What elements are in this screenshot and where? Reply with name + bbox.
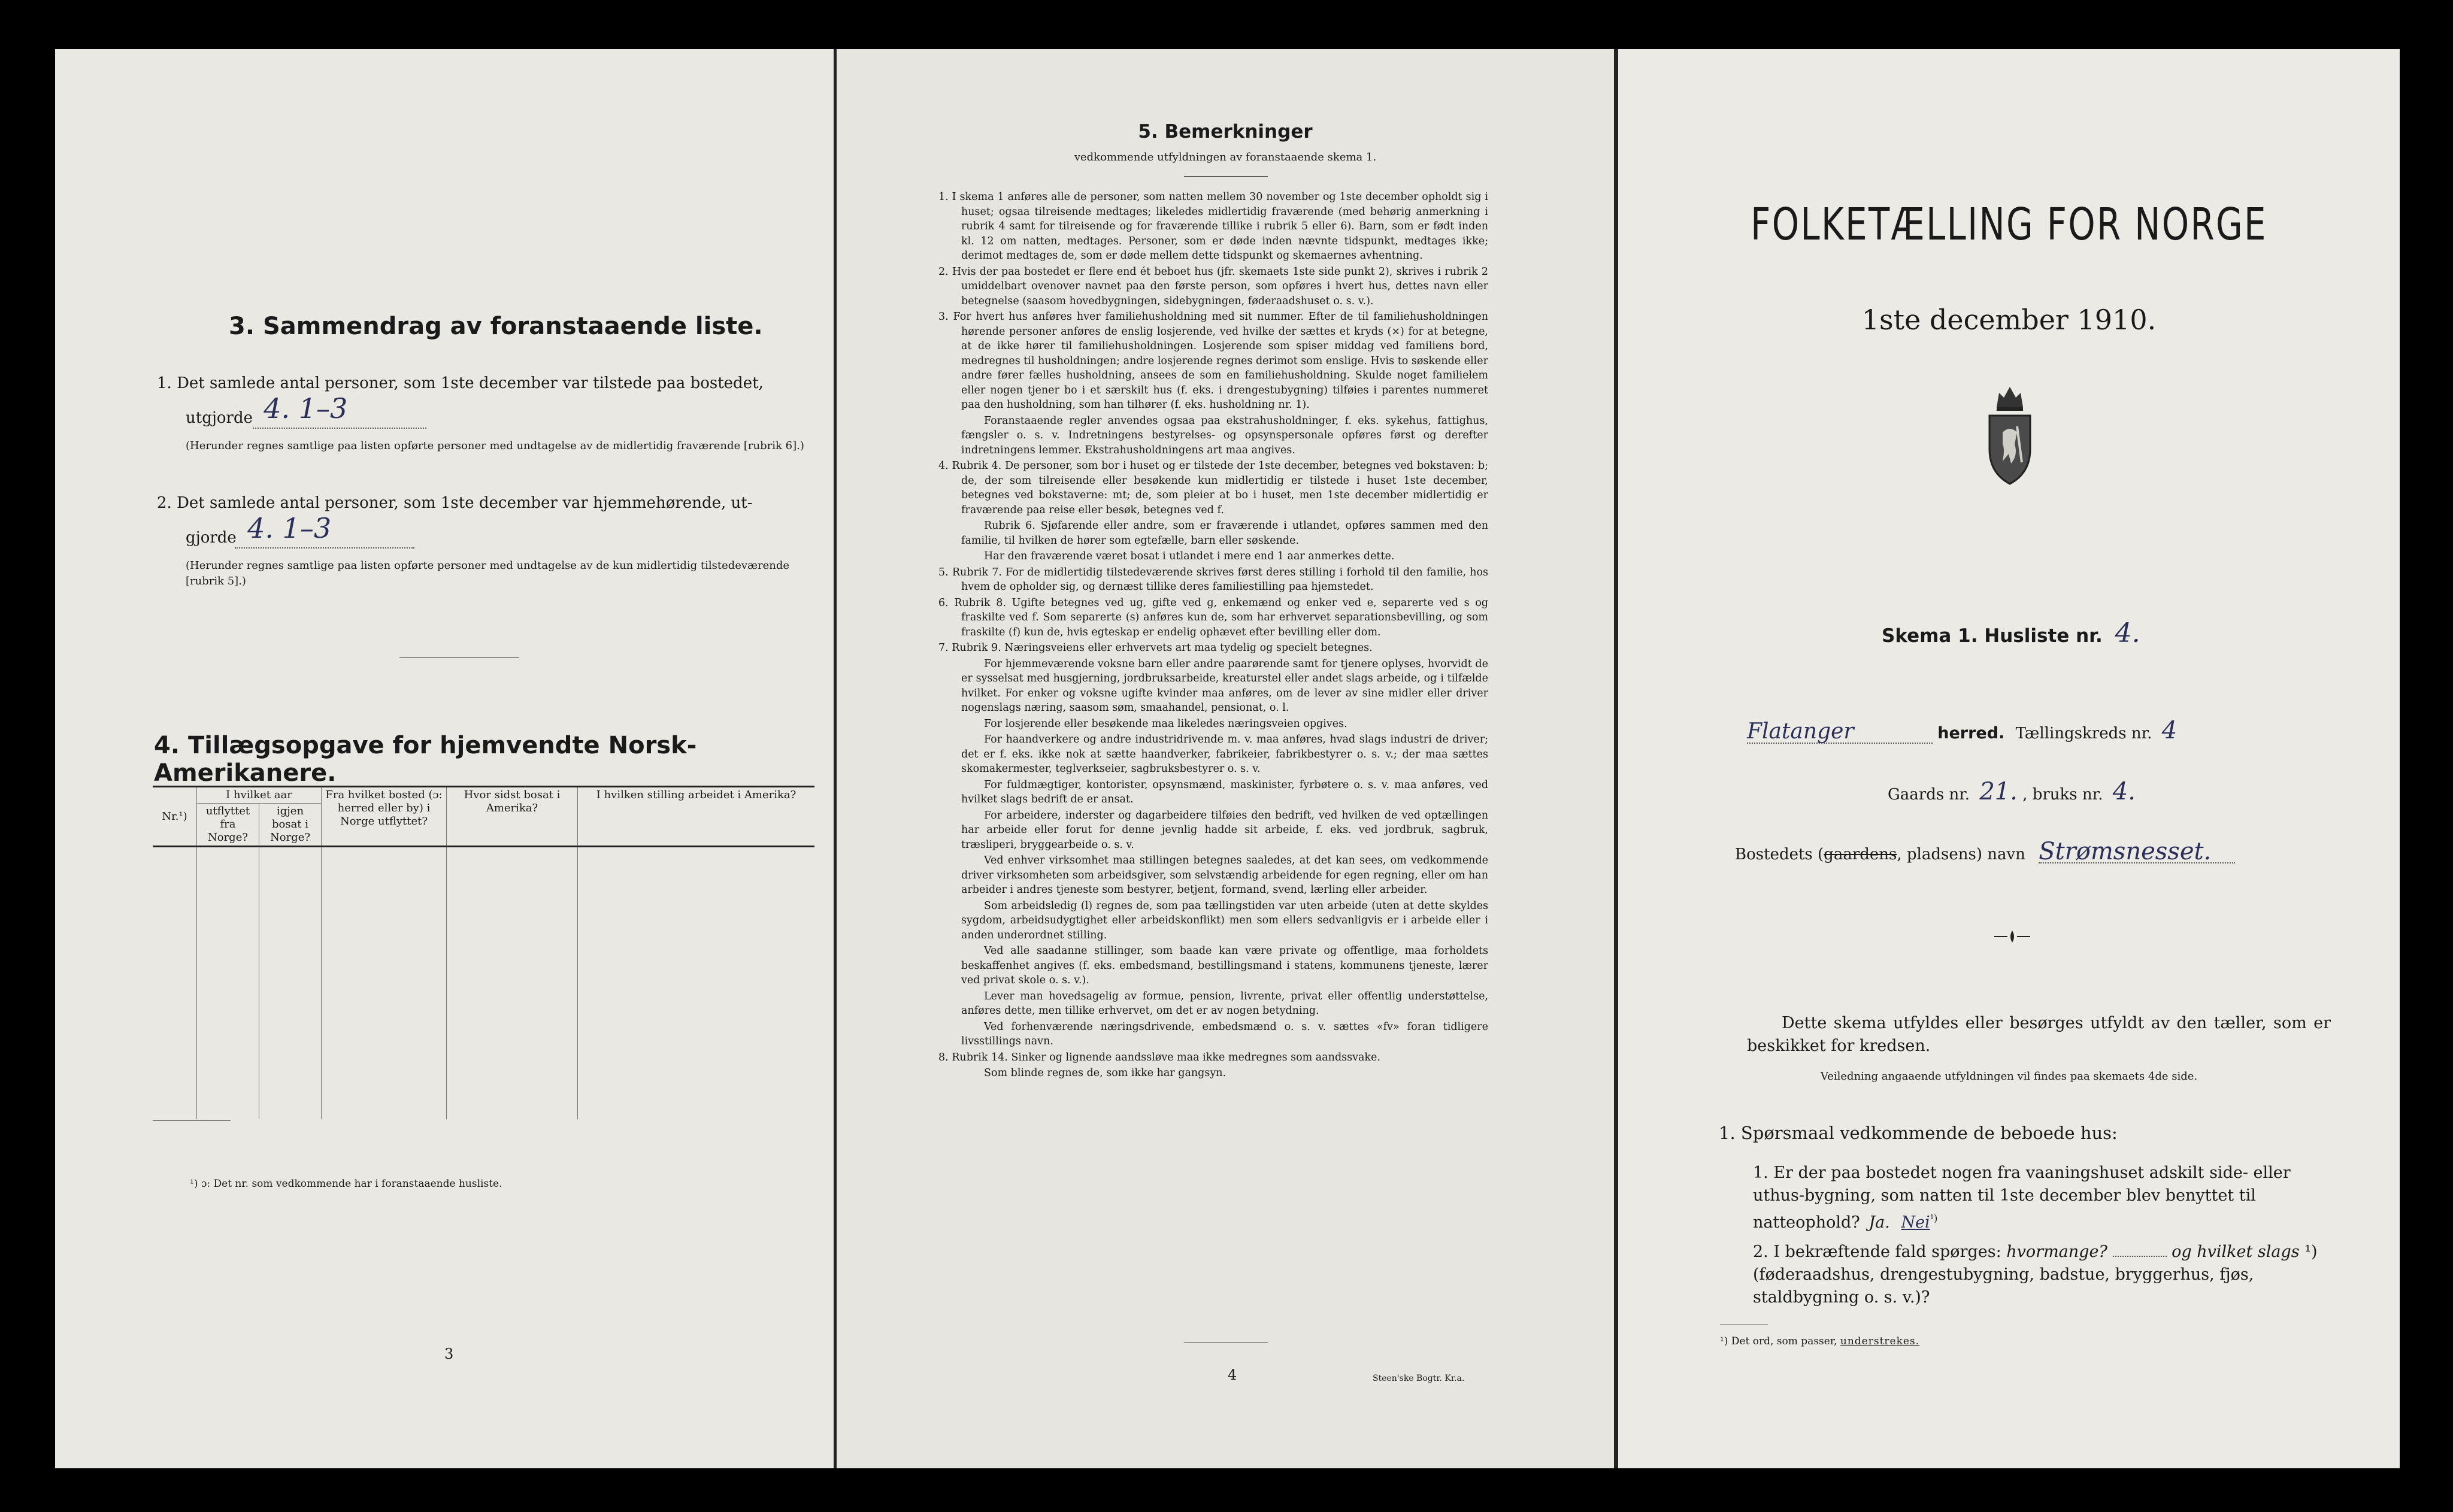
bruks-label: , bruks nr.: [2022, 786, 2103, 804]
question-2: [1753, 1241, 2333, 1309]
bosted-label-a: Bostedets (: [1735, 846, 1824, 863]
section-4-title: 4. Tillægsopgave for hjemvendte Norsk-Amerikanere.: [154, 732, 697, 787]
summary-item-2-text: 2. Det samlede antal personer, som 1ste december var hjemmehørende, ut-: [157, 494, 753, 512]
schema-line: [1882, 618, 2140, 649]
question-1: [1753, 1162, 2333, 1234]
remark-7h: Som arbeidsledig (l) regnes de, som paa tællingstiden var uten arbeide (uten at dette skyldes sygdom, arbeidsudygtighet eller arbeidskonflikt) men som ellers sedvanligvis er i arbeide eller i anden underordnet stilling.: [961, 899, 1488, 941]
page-4: [837, 49, 1614, 1468]
remark-7: 7. Rubrik 9. Næringsveiens eller erhvervets art maa tydelig og specielt betegnes.: [938, 642, 1373, 654]
dotted-line: [235, 547, 414, 549]
col-nr: Nr.¹): [153, 787, 197, 846]
bosted-line: [1735, 838, 2394, 865]
remark-7d: For haandverkere og andre industridrivende m. v. maa anføres, hvad slags industri de driver; det er f. eks. ikke nok at sætte haandverker, fabrikeier, fabrikbestyrer o. s. v.; der maa sættes skomakermester, teglverkseier, sagbruksbestyrer o. s. v.: [961, 734, 1488, 775]
census-title: FOLKETÆLLING FOR NORGE: [1751, 199, 2267, 250]
printer-mark: Steen'ske Bogtr. Kr.a.: [1373, 1374, 1465, 1383]
remark-4: 4. Rubrik 4. De personer, som bor i huset og er tilstede der 1ste december, betegnes ved bokstaven: b; de, der som tilreisende eller besøkende kun midlertidig er tilstede i huset 1ste december, betegnes ved bokstaverne: mt; de, som pleier at bo i huset, men 1ste december midlertidig er fraværende paa reise eller besøk, betegnes ved f.: [938, 460, 1488, 516]
page-3: [55, 49, 834, 1468]
remark-7e: For fuldmægtiger, kontorister, opsynsmænd, maskinister, fyrbøtere o. s. v. maa anføres, ved hvilket slags bedrift de er ansat.: [961, 778, 1488, 805]
question-2-a: 2. I bekræftende fald spørges:: [1753, 1243, 2001, 1261]
summary-item-1-note: (Herunder regnes samtlige paa listen opførte personer med undtagelse av de midlertidig fraværende [rubrik 6].): [186, 440, 804, 452]
remarks-title: 5. Bemerkninger: [1138, 121, 1313, 143]
intro-note: Veiledning angaaende utfyldningen vil findes paa skemaets 4de side.: [1820, 1070, 2198, 1083]
ornament-icon: [1994, 929, 2030, 944]
col-occupation: I hvilken stilling arbeidet i Amerika?: [596, 789, 797, 801]
question-2-d: ¹) (føderaadshus, drengestubygning, badstue, bryggerhus, fjøs, staldbygning o. s. v.)?: [1753, 1243, 2318, 1307]
summary-item-1-line: [186, 392, 545, 429]
table-row: [153, 1005, 814, 1045]
kreds-label: Tællingskreds nr.: [2015, 725, 2152, 743]
summary-item-2-line: [186, 512, 545, 549]
question-1-footnote-mark: ¹): [1930, 1213, 1938, 1224]
dotted-line: [2113, 1256, 2167, 1257]
summary-item-1-text: 1. Det samlede antal personer, som 1ste december var tilstede paa bostedet,: [157, 374, 764, 392]
bosted-struck: gaardens: [1824, 846, 1897, 863]
remark-4b: Rubrik 6. Sjøfarende eller andre, som er fraværende i utlandet, opføres sammen med den familie, til hvilken de hører som egtefælle, barn eller søskende.: [961, 520, 1488, 547]
question-1-text: 1. Er der paa bostedet nogen fra vaaningshuset adskilt side- eller uthus-bygning, som natten til 1ste december blev benyttet til natteophold?: [1753, 1163, 2291, 1232]
herred-line: [1747, 717, 2346, 744]
kreds-handwritten: 4: [2161, 717, 2178, 744]
remark-2: 2. Hvis der paa bostedet er flere end ét beboet hus (jfr. skemaets 1ste side punkt 2), skrives i rubrik 2 umiddelbart ovenover navnet paa den første person, som opføres i hvert hus, dettes navn eller betegnelse (saasom hovedbygningen, sidebygningen, føderaadshuset o. s. v.).: [938, 265, 1488, 307]
question-2-c: og hvilket slags: [2172, 1243, 2300, 1261]
question-1-answer-handwritten: Nei: [1901, 1213, 1930, 1232]
herred-handwritten: Flatanger: [1747, 721, 1933, 744]
remark-7f: For arbeidere, inderster og dagarbeidere tilføies den bedrift, ved hvilken de ved optællingen har arbeide eller forut for denne jevnlig hadde sit arbeide, f. eks. ved jordbruk, sagbruk, træsliperi, bryggearbeide o. s. v.: [961, 809, 1488, 851]
table-row: [153, 1045, 814, 1084]
intro-text: Dette skema utfyldes eller besørges utfyldt av den tæller, som er beskikket for kredsen.: [1747, 1014, 2331, 1055]
remark-7c: For losjerende eller besøkende maa likeledes næringsveien opgives.: [984, 717, 1347, 730]
norsk-amerikanere-table: [153, 786, 814, 1121]
present-count-handwritten: 4. 1–3: [264, 392, 348, 425]
remark-3: 3. For hvert hus anføres hver familiehusholdning med sit nummer. Efter de til familiehusholdningen hørende personer anføres de enslig losjerende, ved hvilke der sættes et kryds (×) for at betegne, at de ikke hører til familiehusholdningen. Losjerende som spiser middag ved familiens bord, medregnes til husholdningen; andre losjerende regnes derimot som enslige. Hvis to søskende eller andre fører fælles husholdning, ansees de som en familiehusholdning. Skulde noget familielem eller nogen tjener bo i et særskilt hus (f. eks. i drengestubygning) tilføies i parentes nummeret paa den husholdning, som han tilhører (f. eks. husholdning nr. 1).: [938, 311, 1488, 411]
schema-label: Skema 1. Husliste nr.: [1882, 625, 2103, 647]
husliste-nr-handwritten: 4.: [2115, 618, 2140, 649]
table-row: [153, 926, 814, 966]
remark-8b: Som blinde regnes de, som ikke har gangsyn.: [984, 1067, 1226, 1079]
page-number-4: 4: [1228, 1366, 1237, 1383]
remarks-subtitle: vedkommende utfyldningen av foranstaaende skema 1.: [1074, 151, 1377, 163]
remark-8: 8. Rubrik 14. Sinker og lignende aandssløve maa ikke medregnes som aandssvake.: [938, 1051, 1380, 1063]
col-last-residence: Hvor sidst bosat i Amerika?: [447, 787, 578, 846]
herred-label: herred.: [1937, 724, 2005, 743]
gjorde-label: gjorde: [186, 529, 237, 547]
utgjorde-label: utgjorde: [186, 409, 253, 427]
divider: [1184, 176, 1268, 177]
footnote-a: ¹) Det ord, som passer,: [1720, 1335, 1837, 1347]
table-row: [153, 887, 814, 926]
remark-4c: Har den fraværende været bosat i utlandet i mere end 1 aar anmerkes dette.: [984, 550, 1395, 562]
col-group-year: I hvilket aar: [197, 787, 322, 804]
coat-of-arms-icon: [1985, 384, 2035, 486]
footnote-b: understrekes.: [1840, 1335, 1920, 1347]
col-from-where: Fra hvilket bosted (ɔ: herred eller by) i Norge utflyttet?: [322, 787, 447, 846]
remark-5: 5. Rubrik 7. For de midlertidig tilstedeværende skrives først deres stilling i forhold til den familie, hos hvem de opholder sig, og dernæst tillike deres familiestilling paa hjemstedet.: [938, 566, 1488, 593]
remark-1: 1. I skema 1 anføres alle de personer, som natten mellem 30 november og 1ste december opholdt sig i huset; ogsaa tilreisende medtages; likeledes midlertidig fraværende (med behørig anmerkning i rubrik 4 samt for tilreisende og for fraværende tillike i rubrik 5 eller 6). Barn, som er født inden kl. 12 om natten, medtages. Personer, som er døde inden nævnte tidspunkt, medtages ikke; derimot medtages de, som er døde mellem dette tidspunkt og skemaernes avhentning.: [938, 191, 1488, 262]
question-1-yes: Ja.: [1868, 1213, 1890, 1232]
section-3-title: 3. Sammendrag av foranstaaende liste.: [229, 313, 763, 340]
summary-item-1: [157, 372, 804, 394]
table-footnote: ¹) ɔ: Det nr. som vedkommende har i foranstaaende husliste.: [190, 1178, 502, 1190]
question-2-b: hvormange?: [2006, 1243, 2107, 1261]
page1-footnote: [1720, 1335, 1919, 1347]
summary-item-2: [157, 492, 804, 514]
dotted-line: [253, 428, 426, 429]
col-emigrated: utflyttet fra Norge?: [197, 804, 259, 846]
remark-7g: Ved enhver virksomhet maa stillingen betegnes saaledes, at det kan sees, om vedkommende driver virksomheten som arbeidsgiver, som selvstændig arbeidende for egen regning, eller om han arbeider i andres tjeneste som bestyrer, betjent, formand, svend, lærling eller arbeider.: [961, 855, 1488, 896]
page-number-3: 3: [444, 1346, 454, 1362]
questions-header: 1. Spørsmaal vedkommende de beboede hus:: [1719, 1123, 2118, 1143]
bosted-label-b: , pladsens) navn: [1897, 846, 2025, 863]
bruks-handwritten: 4.: [2112, 778, 2136, 805]
summary-item-2-note: (Herunder regnes samtlige paa listen opførte personer med undtagelse av de kun midlertidig tilstedeværende [rubrik 5].): [186, 559, 790, 587]
col-returned: igjen bosat i Norge?: [259, 804, 322, 846]
gaards-line: [1888, 778, 2307, 805]
remark-7k: Ved forhenværende næringsdrivende, embedsmænd o. s. v. sættes «fv» foran tidligere livsstillings navn.: [961, 1020, 1488, 1047]
gaards-handwritten: 21.: [1979, 778, 2018, 805]
remarks-list: [938, 190, 1488, 1082]
table-row: [153, 966, 814, 1005]
remark-7b: For hjemmeværende voksne barn eller andre paarørende samt for tjenere oplyses, hvorvidt de er sysselsat med husgjerning, jordbruksarbeide, kreaturstel eller andet slags arbeide, og i tilfælde hvilket. For enker og voksne ugifte kvinder maa anføres, om de lever av sine midler eller driver nogenslags næring, saasom søm, smaahandel, pensionat, o. l.: [961, 657, 1488, 714]
table-row: [153, 1084, 814, 1119]
census-date: 1ste december 1910.: [1861, 304, 2157, 336]
gaards-label: Gaards nr.: [1888, 786, 1970, 804]
resident-count-handwritten: 4. 1–3: [247, 512, 332, 544]
table-row: [153, 847, 814, 887]
remark-6: 6. Rubrik 8. Ugifte betegnes ved ug, gifte ved g, enkemænd og enker ved e, separerte ved s og fraskilte ved f. Som separerte (s) anføres kun de, som har erhvervet separationsbevilling, og som fraskilte (f) kun de, hvis egteskap er endelig ophævet efter bevilling eller dom.: [938, 596, 1488, 638]
remark-7i: Ved alle saadanne stillinger, som baade kan være private og offentlige, maa forholdets beskaffenhet angives (f. eks. embedsmand, bestillingsmand i statens, kommunens tjeneste, lærer ved privat skole o. s. v.).: [961, 945, 1488, 986]
remark-7j: Lever man hovedsagelig av formue, pension, livrente, privat eller offentlig understøttelse, anføres dette, men tillike erhvervet, om det er av nogen betydning.: [961, 990, 1488, 1017]
table-body: [153, 847, 814, 1119]
page-1: [1618, 49, 2400, 1468]
bosted-handwritten: Strømsnesset.: [2039, 841, 2235, 863]
remark-3b: Foranstaaende regler anvendes ogsaa paa ekstrahusholdninger, f. eks. sykehus, fattighus, fængsler o. s. v. Indretningens bestyrelses- og opsynspersonale opføres først og derefter indretningens lemmer. Ekstrahusholdningens art maa angives.: [961, 414, 1488, 456]
